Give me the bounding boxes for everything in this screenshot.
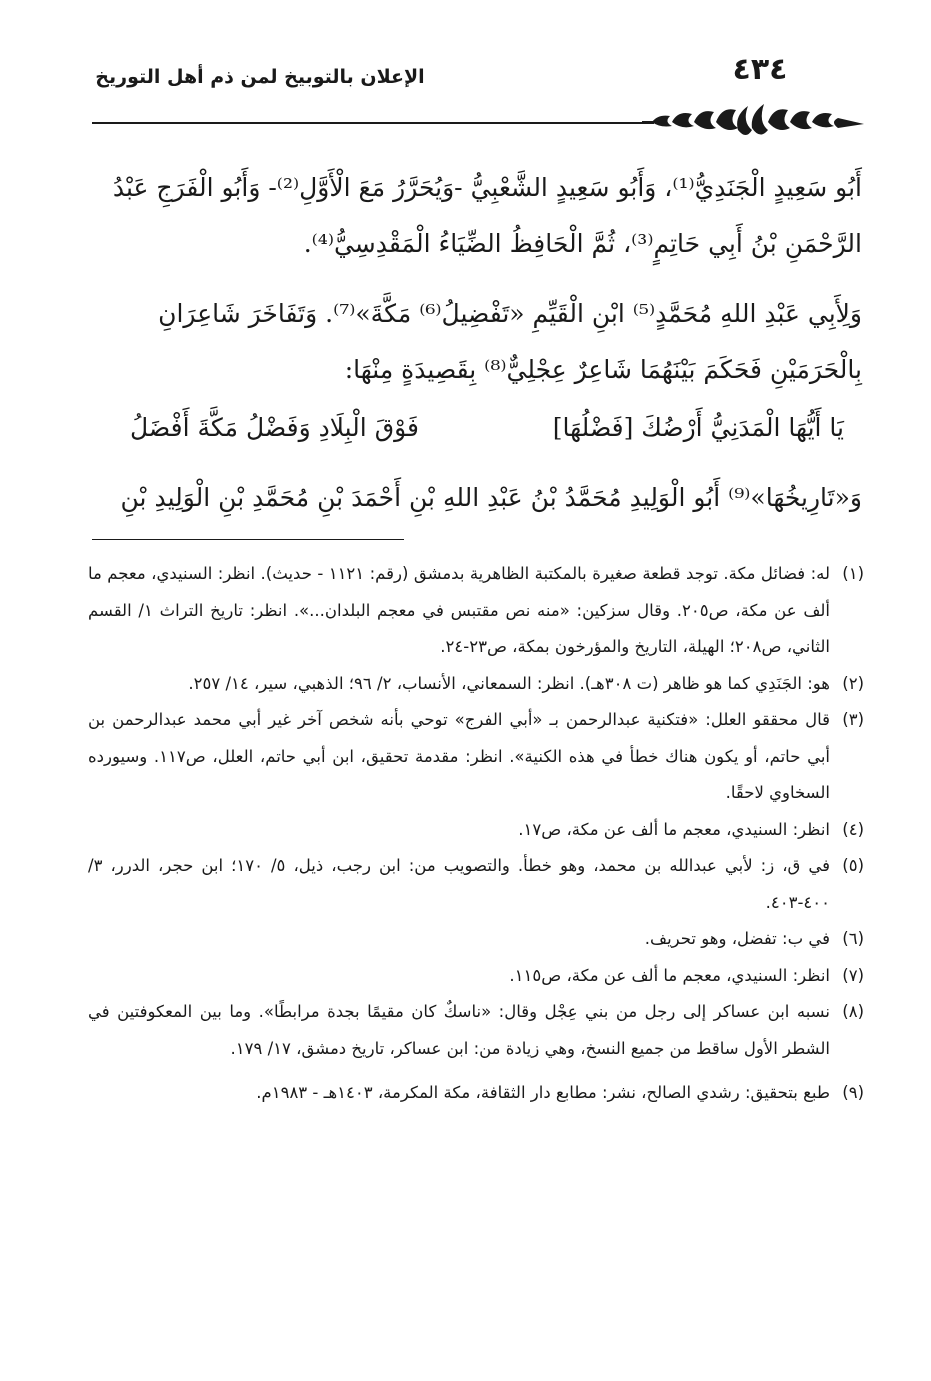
footnote bbox=[88, 556, 864, 666]
text-line: أَبُو سَعِيدٍ الْجَنَدِيُّ⁽¹⁾، وَأَبُو سَعِيدٍ الشَّعْبِيُّ -وَيُحَرَّرُ مَعَ الْأَوَّلِ⁽²⁾- وَأَبُو الْفَرَجِ عَبْدُ bbox=[112, 173, 862, 202]
footnote-text: في ب: تفضل، وهو تحريف. bbox=[644, 929, 830, 948]
text-line: الرَّحْمَنِ بْنُ أَبِي حَاتِمٍ⁽³⁾، ثُمَّ الْحَافِظُ الضِّيَاءُ الْمَقْدِسِيُّ⁽⁴⁾. bbox=[303, 229, 862, 258]
header-rule bbox=[92, 122, 652, 124]
footnote-number: (٦) bbox=[842, 929, 864, 948]
footnote-text: طبع بتحقيق: رشدي الصالح، نشر: مطابع دار الثقافة، مكة المكرمة، ١٤٠٣هـ - ١٩٨٣م. bbox=[256, 1083, 830, 1102]
running-title: الإعلان بالتوبيخ لمن ذم أهل التوريخ bbox=[95, 66, 425, 88]
footnote-number: (٤) bbox=[842, 819, 864, 839]
footnote-number: (٢) bbox=[842, 673, 864, 693]
footnote-text: نسبه ابن عساكر إلى رجل من بني عِجْل وقال: «ناسكٌ كان مقيمًا بجدة مرابطًا». وما بين المعكوفتين في الشطر الأول ساقط من جميع النسخ، وهي زيادة من: ابن عساكر، تاريخ دمشق، ١٧/ ١٧٩. bbox=[88, 1002, 830, 1058]
main-text bbox=[90, 160, 862, 526]
poetry-verse bbox=[90, 398, 862, 458]
footnotes bbox=[88, 556, 864, 1112]
footnote-text: انظر: السنيدي، معجم ما ألف عن مكة، ص١٧. bbox=[518, 819, 830, 839]
footnote-number: (٥) bbox=[842, 856, 864, 875]
footnote-number: (٨) bbox=[842, 1002, 864, 1021]
page-number: ٤٣٤ bbox=[732, 52, 788, 87]
footnote-separator bbox=[92, 539, 404, 540]
text-line: بِالْحَرَمَيْنِ فَحَكَمَ بَيْنَهُمَا شَاعِرٌ عِجْلِيٌّ⁽⁸⁾ بِقَصِيدَةٍ مِنْهَا: bbox=[344, 355, 862, 384]
footnote-number: (٧) bbox=[842, 965, 864, 985]
footnote bbox=[88, 702, 864, 812]
footnote-number: (٣) bbox=[842, 710, 864, 729]
text-line: وَلِأَبِي عَبْدِ اللهِ مُحَمَّدٍ⁽⁵⁾ ابْنِ الْقَيِّمِ «تَفْضِيلُ⁽⁶⁾ مَكَّةَ»⁽⁷⁾. وَتَفَاخَرَ شَاعِرَانِ bbox=[158, 299, 862, 328]
footnote-text: له: فضائل مكة. توجد قطعة صغيرة بالمكتبة الظاهرية بدمشق (رقم: ١١٢١ - حديث). انظر: السنيدي، معجم ما ألف عن مكة، ص٢٠٥. وقال سزكين: «منه نص مقتبس في معجم البلدان...». انظر: تاريخ التراث ١/ القسم الثاني، ص٢٠٨؛ الهيلة، التاريخ والمؤرخون بمكة، ص٢٣-٢٤. bbox=[88, 564, 831, 656]
footnote-number: (١) bbox=[842, 564, 864, 583]
footnote bbox=[88, 812, 864, 849]
footnote bbox=[88, 921, 864, 958]
footnote bbox=[88, 994, 864, 1067]
footnote bbox=[88, 958, 864, 995]
footnote-number: (٩) bbox=[842, 1083, 864, 1102]
footnote-text: قال محققو العلل: «فتكنية عبدالرحمن بـ «أبي الفرج» توحي بأنه شخص آخر غير أبي محمد عبدالرحمن بن أبي حاتم، أو يكون هناك خطأ في هذه الكنية». انظر: مقدمة تحقيق، ابن أبي حاتم، العلل، ص١١٧. وسيورده السخاوي لاحقًا. bbox=[88, 710, 830, 802]
footnote bbox=[88, 1075, 864, 1112]
footnote bbox=[88, 666, 864, 703]
verse-second-hemistich: فَوْقَ الْبِلَادِ وَفَضْلُ مَكَّةَ أَفْضَلُ bbox=[130, 413, 419, 442]
footnote-text: انظر: السنيدي، معجم ما ألف عن مكة، ص١١٥. bbox=[509, 965, 830, 985]
text-line: وَ«تَارِيخُهَا»⁽⁹⁾ أَبُو الْوَلِيدِ مُحَمَّدُ بْنُ عَبْدِ اللهِ بْنِ أَحْمَدَ بْنِ مُحَمَّدِ بْنِ الْوَلِيدِ بْنِ bbox=[120, 483, 862, 512]
verse-first-hemistich: يَا أَيُّهَا الْمَدَنِيُّ أَرْضُكَ [فَضْلُهَا] bbox=[552, 413, 844, 442]
floral-ornament-icon bbox=[642, 100, 864, 144]
footnote-text: هو: الجَنَدِي كما هو ظاهر (ت ٣٠٨هـ). انظر: السمعاني، الأنساب، ٢/ ٩٦؛ الذهبي، سير، ١٤/ ٢٥٧. bbox=[188, 673, 830, 693]
footnote bbox=[88, 848, 864, 921]
footnote-text: في ق، ز: لأبي عبدالله بن محمد، وهو خطأ. والتصويب من: ابن رجب، ذيل، ٥/ ١٧٠؛ ابن حجر، الدرر، ٣/ ٤٠٠-٤٠٣. bbox=[88, 856, 830, 912]
